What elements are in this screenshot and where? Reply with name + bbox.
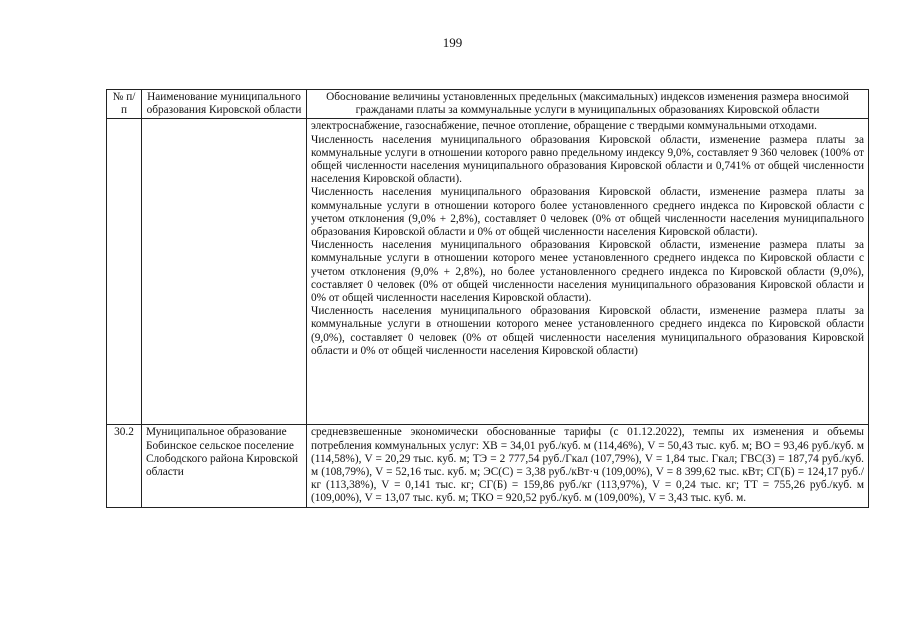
justification-paragraph: электроснабжение, газоснабжение, печное отопление, обращение с твердыми коммунальными отходами.	[311, 120, 817, 133]
justification-paragraph: средневзвешенные экономически обоснованные тарифы (с 01.12.2022), темпы их изменения и объемы потребления коммунальных услуг: ХВ = 34,01 руб./куб. м (114,46%), V = 50,43 тыс. куб. м; ВО = 93,46 руб./куб. м (114,58%), V = 20,29 тыс. куб. м; ТЭ = 2 777,54 руб./Гкал (107,79%), V = 1,84 тыс. Гкал; ГВС(З) = 187,74 руб./куб. м (108,79%), V = 52,16 тыс. куб. м; ЭС(С) = 3,38 руб./кВт·ч (109,00%), V = 8 399,62 тыс. кВт; СГ(Б) = 124,17 руб./кг (113,38%), V = 0,141 тыс. кг; СГ(Б) = 159,86 руб./кг (113,97%), V = 0,24 тыс. кг; ТТ = 755,26 руб./куб. м (109,00%), V = 13,07 тыс. куб. м; ТКО = 920,52 руб./куб. м (109,00%), V = 3,43 тыс. куб. м.	[311, 426, 864, 505]
tariff-table	[106, 89, 869, 508]
page-number: 199	[442, 35, 463, 50]
table-row	[107, 119, 869, 425]
row-municipality: Муниципальное образование Бобинское сельское поселение Слободского района Кировской области	[142, 425, 307, 507]
justification-paragraph: Численность населения муниципального образования Кировской области, изменение размера платы за коммунальные услуги в отношении которого равно предельному индексу 9,0%, составляет 9 360 человек (100% от общей численности населения муниципального образования Кировской области и 0,741% от общей численности населения Кировской области).	[311, 133, 864, 186]
row-municipality	[142, 119, 307, 425]
justification-paragraph: Численность населения муниципального образования Кировской области, изменение размера платы за коммунальные услуги в отношении которого более установленного среднего индекса по Кировской области с учетом отклонения (9,0% + 2,8%), составляет 0 человек (0% от общей численности населения муниципального образования Кировской области и 0% от общей численности населения Кировской области).	[311, 186, 864, 239]
row-justification	[307, 425, 869, 507]
row-number: 30.2	[107, 425, 142, 507]
row-number	[107, 119, 142, 425]
justification-paragraph: Численность населения муниципального образования Кировской области, изменение размера платы за коммунальные услуги в отношении которого менее установленного среднего индекса по Кировской области (9,0%), составляет 0 человек (0% от общей численности населения муниципального образования Кировской области и 0% от общей численности населения Кировской области)	[311, 305, 864, 357]
header-number: № п/п	[107, 90, 142, 119]
table-row	[107, 425, 869, 507]
header-justification: Обоснование величины установленных предельных (максимальных) индексов изменения размера вносимой гражданами платы за коммунальные услуги в муниципальных образованиях Кировской области	[307, 90, 869, 119]
table-header-row	[107, 90, 869, 119]
header-municipality: Наименование муниципального образования Кировской области	[142, 90, 307, 119]
justification-paragraph: Численность населения муниципального образования Кировской области, изменение размера платы за коммунальные услуги в отношении которого менее установленного среднего индекса по Кировской области с учетом отклонения (9,0% + 2,8%), но более установленного среднего индекса по Кировской области (9,0%), составляет 0 человек (0% от общей численности населения муниципального образования Кировской области и 0% от общей численности населения Кировской области).	[311, 239, 864, 305]
row-justification	[307, 119, 869, 425]
